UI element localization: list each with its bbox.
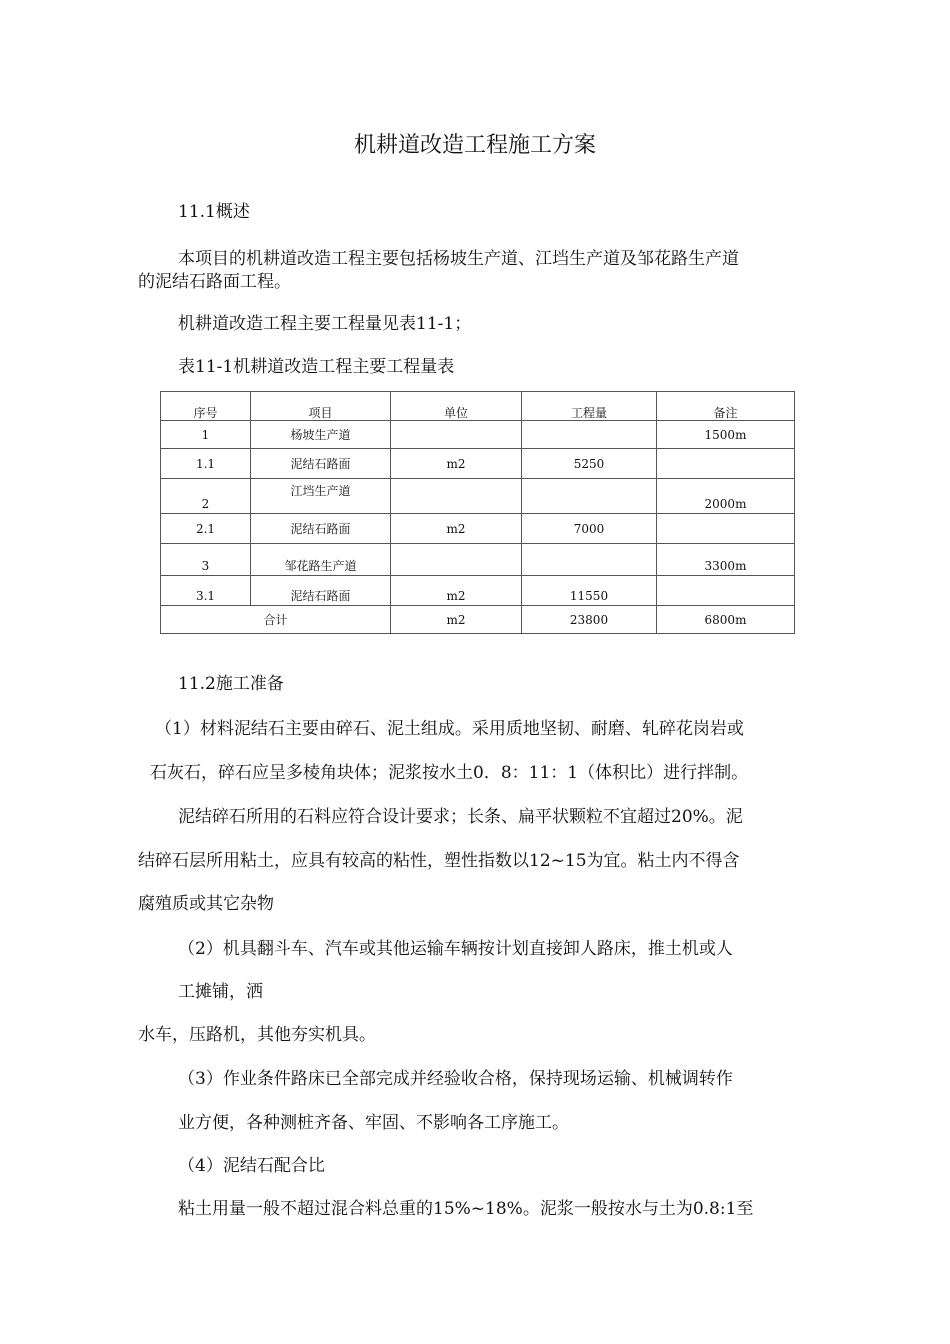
quantities-table [160, 391, 795, 634]
item1-line-1: （1）材料泥结石主要由碎石、泥土组成。采用质地坚韧、耐磨、轧碎花岗岩或 [155, 719, 744, 739]
cell-unit [391, 544, 522, 576]
cell-note [657, 449, 795, 479]
table-reference-paragraph: 机耕道改造工程主要工程量见表11-1； [178, 314, 472, 334]
overview-paragraph-line-1: 本项目的机耕道改造工程主要包括杨坡生产道、江垱生产道及邹花路生产道 [178, 249, 739, 269]
cell-item: 杨坡生产道 [251, 421, 391, 449]
cell-quantity: 7000 [522, 514, 657, 544]
table-caption: 表11-1机耕道改造工程主要工程量表 [178, 357, 455, 377]
cell-quantity: 5250 [522, 449, 657, 479]
header-cell-unit: 单位 [391, 392, 522, 421]
table-total-row [161, 606, 795, 634]
cell-item: 江垱生产道 [251, 479, 391, 514]
cell-item: 泥结石路面 [251, 576, 391, 606]
table-header-row [161, 392, 795, 421]
cell-item: 泥结石路面 [251, 449, 391, 479]
cell-unit: m2 [391, 576, 522, 606]
cell-item: 泥结石路面 [251, 514, 391, 544]
item1-paragraph2-line-2: 结碎石层所用粘土，应具有较高的粘性，塑性指数以12~15为宜。粘土内不得含 [138, 851, 740, 871]
item1-line-2: 石灰石，碎石应呈多棱角块体；泥浆按水土0．8：11：1（体积比）进行拌制。 [150, 763, 749, 783]
section-heading-overview: 11.1概述 [178, 202, 250, 222]
cell-index: 3 [161, 544, 251, 576]
table-row [161, 449, 795, 479]
table-row [161, 544, 795, 576]
cell-quantity [522, 544, 657, 576]
table-row [161, 421, 795, 449]
page-title: 机耕道改造工程施工方案 [353, 133, 596, 158]
table-row [161, 479, 795, 514]
item2-line-1: （2）机具翻斗车、汽车或其他运输车辆按计划直接卸人路床，推土机或人 [178, 939, 733, 959]
cell-quantity: 11550 [522, 576, 657, 606]
cell-index: 1 [161, 421, 251, 449]
cell-unit: m2 [391, 449, 522, 479]
item3-line-2: 业方便，各种测桩齐备、牢固、不影响各工序施工。 [178, 1113, 569, 1133]
cell-index: 2.1 [161, 514, 251, 544]
section-heading-preparation: 11.2施工准备 [178, 674, 284, 694]
cell-note: 1500m [657, 421, 795, 449]
cell-note [657, 514, 795, 544]
overview-paragraph-line-2: 的泥结石路面工程。 [138, 272, 291, 292]
total-label-cell: 合计 [161, 606, 391, 634]
table-row [161, 514, 795, 544]
cell-item: 邹花路生产道 [251, 544, 391, 576]
item4-line-1: 粘土用量一般不超过混合料总重的15%~18%。泥浆一般按水与土为0.8:1至 [178, 1199, 754, 1219]
item3-line-1: （3）作业条件路床已全部完成并经验收合格，保持现场运输、机械调转作 [178, 1069, 733, 1089]
total-quantity-cell: 23800 [522, 606, 657, 634]
item1-paragraph2-line-1: 泥结碎石所用的石料应符合设计要求；长条、扁平状颗粒不宜超过20%。泥 [178, 807, 743, 827]
table-row [161, 576, 795, 606]
item4-heading: （4）泥结石配合比 [178, 1156, 325, 1176]
header-cell-index: 序号 [161, 392, 251, 421]
item2-line-2: 工摊铺，洒 [178, 982, 263, 1002]
header-cell-item: 项目 [251, 392, 391, 421]
cell-unit [391, 421, 522, 449]
header-cell-quantity: 工程量 [522, 392, 657, 421]
cell-index: 1.1 [161, 449, 251, 479]
item2-line-3: 水车，压路机，其他夯实机具。 [138, 1025, 376, 1045]
cell-note: 3300m [657, 544, 795, 576]
cell-note: 2000m [657, 479, 795, 514]
cell-quantity [522, 421, 657, 449]
cell-unit [391, 479, 522, 514]
cell-index: 3.1 [161, 576, 251, 606]
cell-unit: m2 [391, 514, 522, 544]
total-note-cell: 6800m [657, 606, 795, 634]
item1-paragraph2-line-3: 腐殖质或其它杂物 [138, 894, 274, 914]
cell-note [657, 576, 795, 606]
cell-index: 2 [161, 479, 251, 514]
cell-quantity [522, 479, 657, 514]
total-unit-cell: m2 [391, 606, 522, 634]
header-cell-note: 备注 [657, 392, 795, 421]
